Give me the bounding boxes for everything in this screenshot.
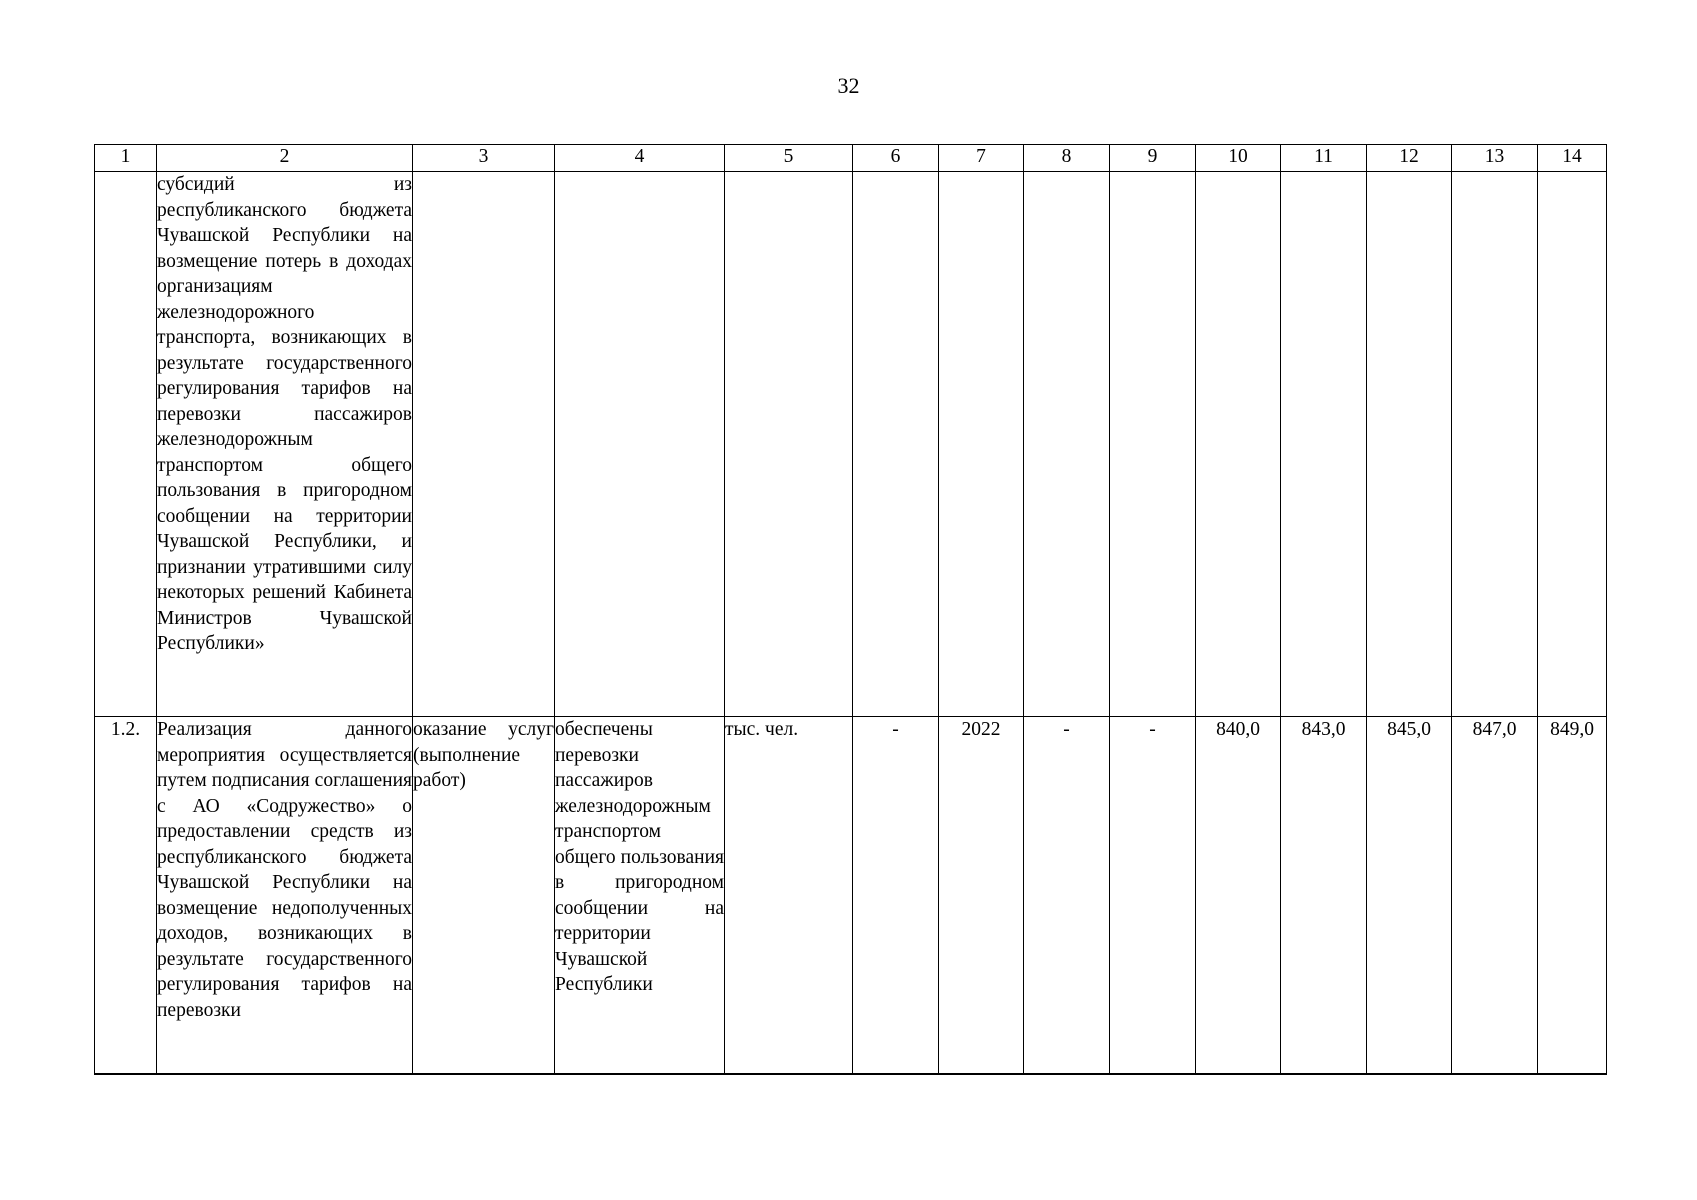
column-header: 8 [1024,145,1110,172]
table-cell: обеспечены перевозки пассажиров железнодорожным транспортом общего пользования в пригородном сообщении на территории Чувашской Республики [555,717,725,1075]
table-row [95,717,1607,1075]
table-cell [413,172,555,717]
table-cell [1024,172,1110,717]
column-header: 3 [413,145,555,172]
column-header: 11 [1281,145,1367,172]
table-cell: Реализация данного мероприятия осуществляется путем подписания соглашения с АО «Содружество» о предоставлении средств из республиканского бюджета Чувашской Республики на возмещение недополученных доходов, возникающих в результате государственного регулирования тарифов на перевозки [157,717,413,1075]
table-row [95,172,1607,717]
column-header: 4 [555,145,725,172]
column-header: 5 [725,145,853,172]
table-cell [1196,172,1281,717]
table-cell: - [853,717,939,1075]
table-cell: оказание услуг (выполнение работ) [413,717,555,1075]
data-table [94,144,1607,1075]
value-cell: 849,0 [1538,717,1607,1075]
column-header: 7 [939,145,1024,172]
column-header: 2 [157,145,413,172]
table-cell [555,172,725,717]
table-header-row [95,145,1607,172]
column-header: 1 [95,145,157,172]
table-cell [1452,172,1538,717]
table-cell [853,172,939,717]
column-header: 10 [1196,145,1281,172]
unit-cell: тыс. чел. [725,717,853,1075]
year-cell: 2022 [939,717,1024,1075]
column-header: 14 [1538,145,1607,172]
table-cell [725,172,853,717]
table-cell: - [1024,717,1110,1075]
value-cell: 845,0 [1367,717,1452,1075]
value-cell: 843,0 [1281,717,1367,1075]
table-cell: субсидий из республиканского бюджета Чувашской Республики на возмещение потерь в доходах организациям железнодорожного транспорта, возникающих в результате государственного регулирования тарифов на перевозки пассажиров железнодорожным транспортом общего пользования в пригородном сообщении на территории Чувашской Республики, и признании утратившими силу некоторых решений Кабинета Министров Чувашской Республики» [157,172,413,717]
column-header: 6 [853,145,939,172]
table-cell [939,172,1024,717]
row-number: 1.2. [95,717,157,1075]
table-cell: - [1110,717,1196,1075]
value-cell: 840,0 [1196,717,1281,1075]
column-header: 12 [1367,145,1452,172]
table-cell [95,172,157,717]
value-cell: 847,0 [1452,717,1538,1075]
table-cell [1538,172,1607,717]
table-cell [1110,172,1196,717]
column-header: 9 [1110,145,1196,172]
column-header: 13 [1452,145,1538,172]
table-cell [1367,172,1452,717]
table-cell [1281,172,1367,717]
page-number: 32 [837,73,860,98]
